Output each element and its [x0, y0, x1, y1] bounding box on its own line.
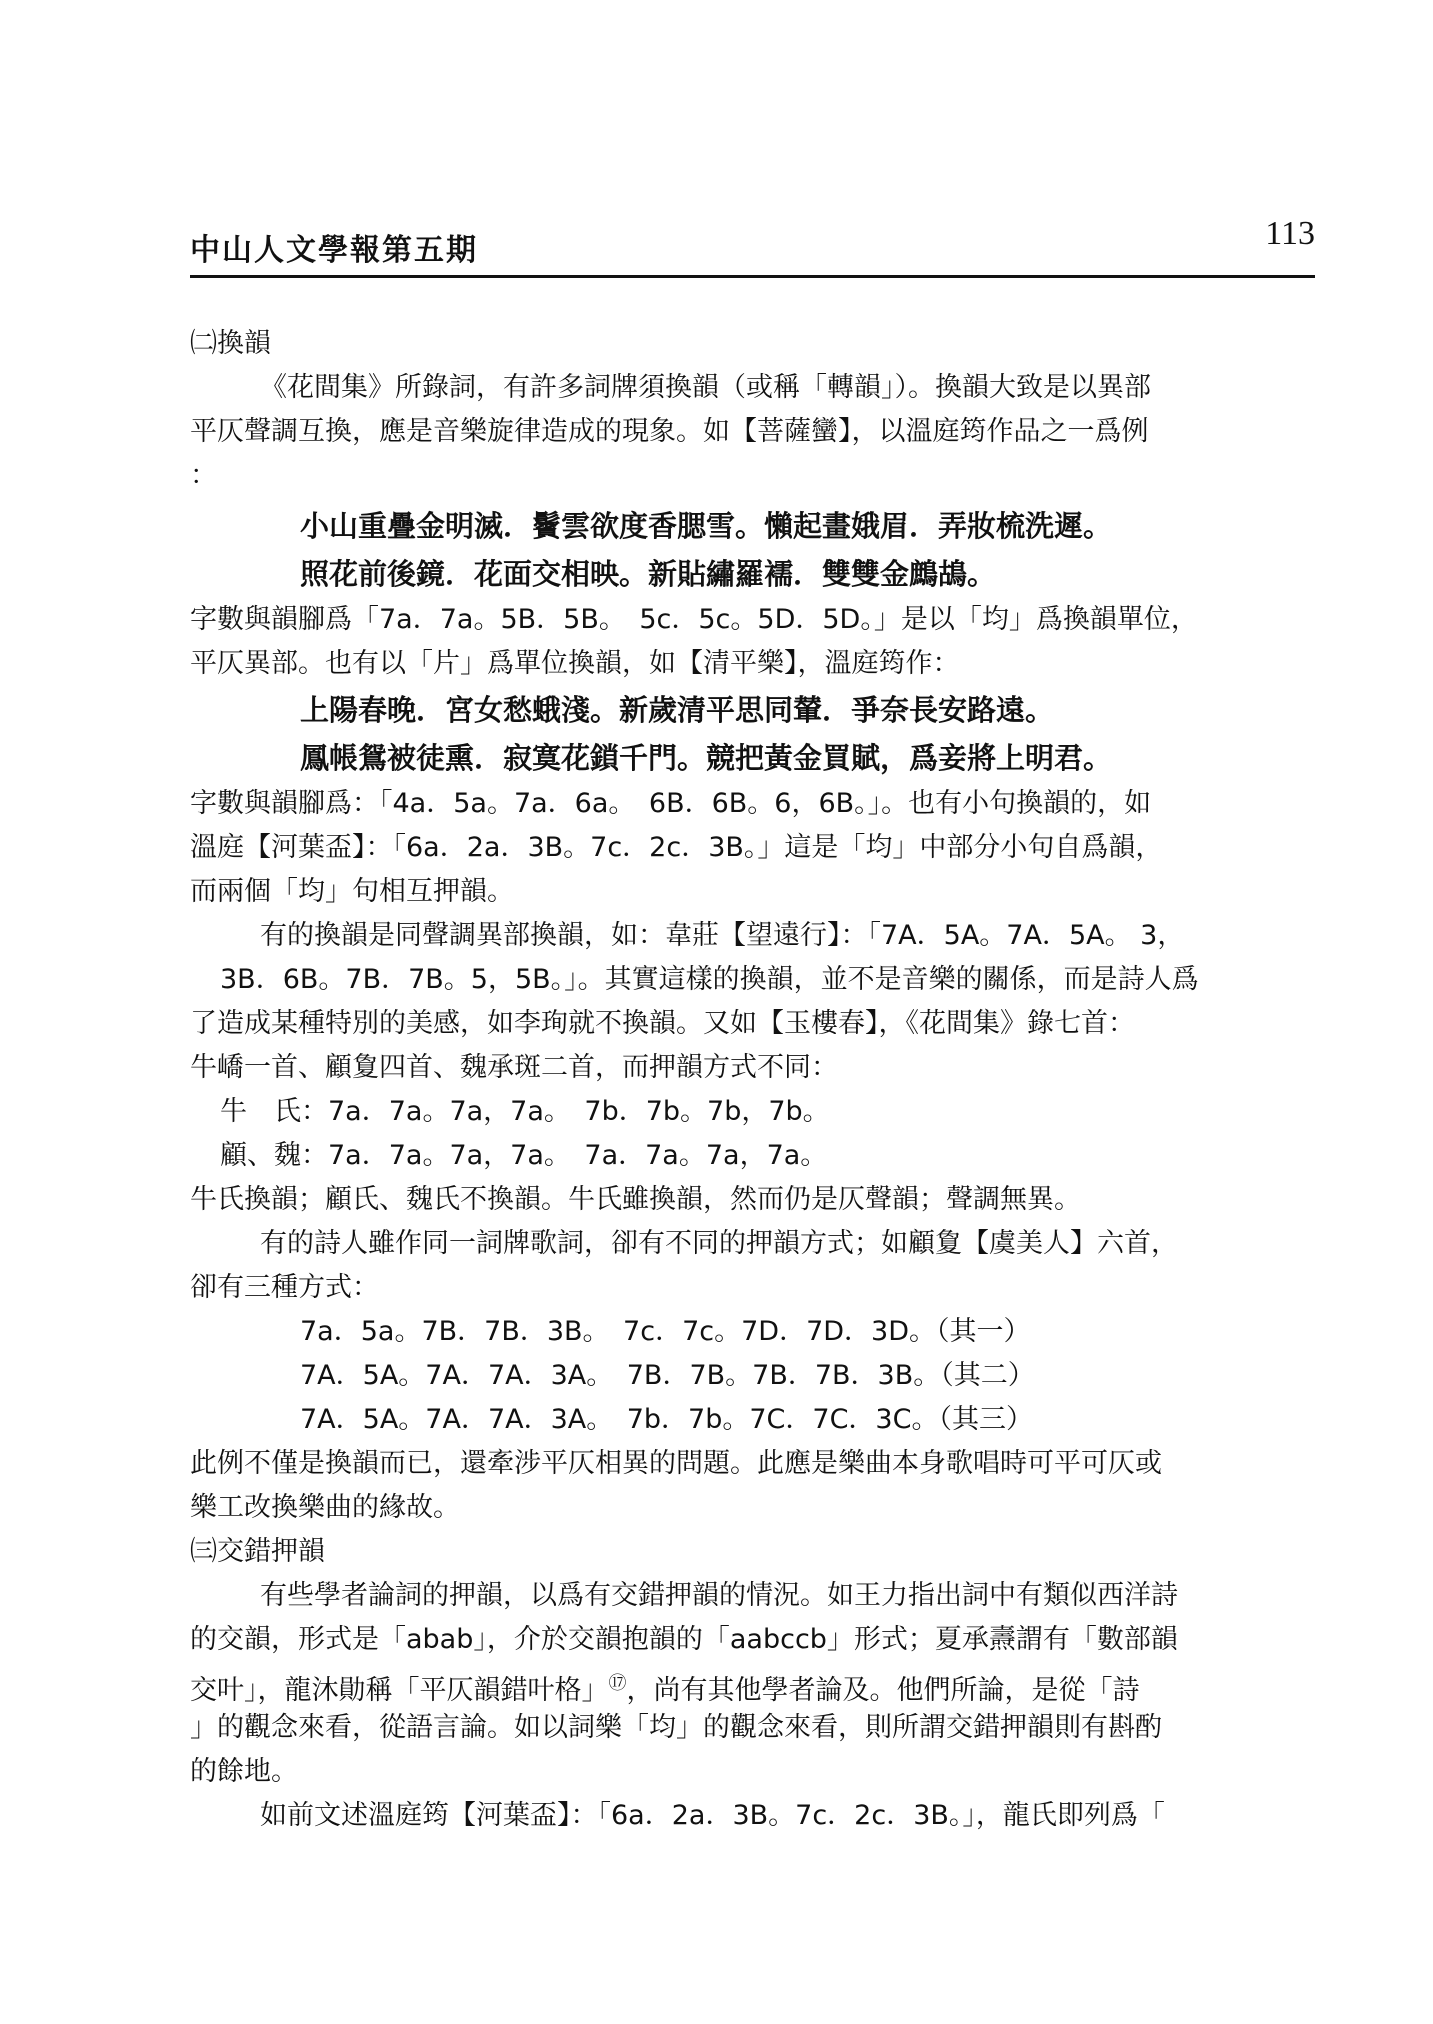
paragraph-line: 而兩個「均」句相互押韻。 — [190, 876, 514, 907]
rhyme-pattern-line: 顧、魏：7a．7a。7a，7a。 7a．7a。7a，7a。 — [220, 1140, 828, 1171]
body-text — [190, 322, 1320, 1838]
paragraph-line: 牛氏換韻；顧氏、魏氏不換韻。牛氏雖換韻，然而仍是仄聲韻；聲調無異。 — [190, 1184, 1081, 1215]
running-header — [190, 215, 1315, 278]
paragraph-fragment: 交叶」，龍沐勛稱「平仄韻錯叶格」 — [190, 1675, 609, 1706]
paragraph-line: 字數與韻腳爲：「4a．5a。7a．6a。 6B．6B。6，6B。」。也有小句換韻的，如 — [190, 788, 1152, 819]
paragraph-line: 平仄聲調互換，應是音樂旋律造成的現象。如【菩薩蠻】，以溫庭筠作品之一爲例 — [190, 416, 1149, 447]
paragraph-line: 溫庭【河葉盃】：「6a．2a．3B。7c．2c．3B。」這是「均」中部分小句自爲韻， — [190, 832, 1163, 863]
poem-line: 照花前後鏡．花面交相映。新貼繡羅襦．雙雙金鷓鴣。 — [300, 557, 997, 591]
footnote-marker: ⑰ — [608, 1673, 627, 1694]
paragraph-line: 的交韻，形式是「abab」，介於交韻抱韻的「aabccb」形式；夏承燾謂有「數部韻 — [190, 1624, 1178, 1655]
paragraph-fragment: ，尚有其他學者論及。他們所論，是從「詩 — [626, 1675, 1140, 1706]
paragraph-line: 牛嶠一首、顧夐四首、魏承斑二首，而押韻方式不同： — [190, 1052, 838, 1083]
poem-line: 上陽春晚．宮女愁蛾淺。新歲清平思同輦．爭奈長安路遠。 — [300, 693, 1055, 727]
paragraph-line: 有的詩人雖作同一詞牌歌詞，卻有不同的押韻方式；如顧夐【虞美人】六首， — [260, 1228, 1178, 1259]
page-number: 113 — [1265, 215, 1315, 252]
paragraph-line: 卻有三種方式： — [190, 1272, 379, 1303]
rhyme-pattern-line: 7A．5A。7A．7A．3A。 7b．7b。7C．7C．3C。（其三） — [300, 1404, 1033, 1435]
paragraph-line: 有些學者論詞的押韻，以爲有交錯押韻的情況。如王力指出詞中有類似西洋詩 — [260, 1580, 1178, 1611]
poem-line: 鳳帳鴛被徒熏．寂寞花鎖千門。競把黃金買賦，爲妾將上明君。 — [300, 741, 1113, 775]
paragraph-line: 」的觀念來看，從語言論。如以詞樂「均」的觀念來看，則所謂交錯押韻則有斟酌 — [190, 1712, 1162, 1743]
paragraph-line: 平仄異部。也有以「片」爲單位換韻，如【清平樂】，溫庭筠作： — [190, 648, 960, 679]
paragraph-line: 了造成某種特別的美感，如李珣就不換韻。又如【玉樓春】，《花間集》錄七首： — [190, 1008, 1135, 1039]
paragraph-line: 此例不僅是換韻而已，還牽涉平仄相異的問題。此應是樂曲本身歌唱時可平可仄或 — [190, 1448, 1162, 1479]
rhyme-pattern-line: 牛 氏：7a．7a。7a，7a。 7b．7b。7b，7b。 — [220, 1096, 830, 1127]
rhyme-pattern-line: 7a．5a。7B．7B．3B。 7c．7c。7D．7D．3D。（其一） — [300, 1316, 1031, 1347]
paragraph-line: 的餘地。 — [190, 1756, 298, 1787]
section-heading: ㈡換韻 — [190, 328, 271, 359]
paragraph-line: ： — [190, 460, 217, 491]
poem-line: 小山重疊金明滅．鬢雲欲度香腮雪。懶起畫娥眉．弄妝梳洗遲。 — [300, 509, 1113, 543]
paragraph-line — [190, 1662, 1320, 1706]
section-heading: ㈢交錯押韻 — [190, 1536, 325, 1567]
paragraph-line: 字數與韻腳爲「7a．7a。5B．5B。 5c．5c。5D．5D。」是以「均」爲換韻單位， — [190, 604, 1198, 635]
paragraph-line: 3B．6B。7B．7B。5，5B。」。其實這樣的換韻，並不是音樂的關係，而是詩人爲 — [220, 964, 1199, 995]
journal-title: 中山人文學報第五期 — [190, 233, 478, 268]
paragraph-line: 樂工改換樂曲的緣故。 — [190, 1492, 460, 1523]
rhyme-pattern-line: 7A．5A。7A．7A．3A。 7B．7B。7B．7B．3B。（其二） — [300, 1360, 1035, 1391]
paragraph-line: 如前文述溫庭筠【河葉盃】：「6a．2a．3B。7c．2c．3B。」，龍氏即列爲「 — [260, 1800, 1165, 1831]
paragraph-line: 有的換韻是同聲調異部換韻，如：韋莊【望遠行】：「7A．5A。7A．5A。 3， — [260, 920, 1185, 951]
paragraph-line: 《花間集》所錄詞，有許多詞牌須換韻（或稱「轉韻」）。換韻大致是以異部 — [260, 372, 1151, 403]
